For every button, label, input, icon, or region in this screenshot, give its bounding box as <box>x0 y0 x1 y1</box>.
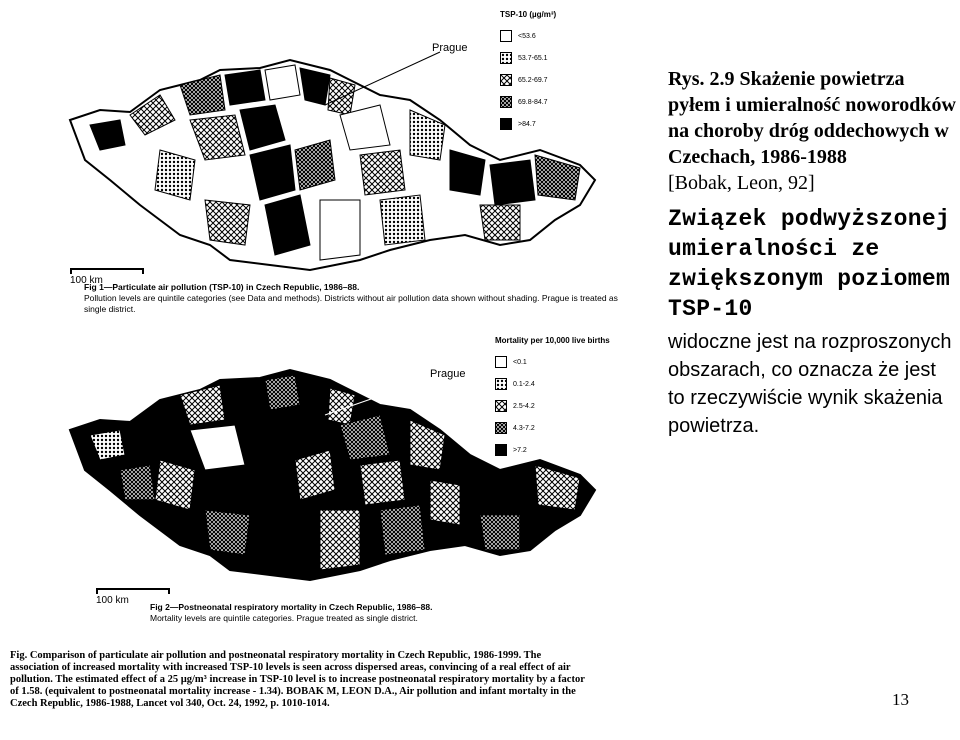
legend-row <box>495 351 610 373</box>
legend-row <box>500 47 556 69</box>
legend-label: <0.1 <box>513 358 527 366</box>
legend-swatch <box>500 74 512 86</box>
scale-label: 100 km <box>70 275 103 286</box>
legend-row <box>495 373 610 395</box>
legend-row <box>500 69 556 91</box>
figure2-caption-note: Mortality levels are quintile categories. Prague treated as single district. <box>150 613 418 623</box>
legend-swatch <box>495 378 507 390</box>
legend-swatch <box>500 118 512 130</box>
figure1-caption-title: Fig 1—Particulate air pollution (TSP-10) in Czech Republic, 1986–88. <box>84 282 360 292</box>
legend-row <box>495 417 610 439</box>
legend-label: 65.2-69.7 <box>518 76 548 84</box>
legend-row <box>495 395 610 417</box>
prague-label-2: Prague <box>430 368 466 380</box>
figure1-caption <box>84 282 624 315</box>
scale-label: 100 km <box>96 595 129 606</box>
legend-row <box>500 113 556 135</box>
slide-headline: Związek podwyższonej umieralności ze zwiększonym poziomem TSP-10 <box>668 206 951 322</box>
legend-label: 0.1-2.4 <box>513 380 535 388</box>
scale-bar-line <box>70 268 144 274</box>
legend-label: 4.3-7.2 <box>513 424 535 432</box>
legend-swatch <box>495 444 507 456</box>
slide-text-column <box>668 66 958 440</box>
tsp10-legend <box>500 10 556 135</box>
figure2-caption <box>150 602 590 624</box>
legend-row <box>495 439 610 461</box>
scale-bar-line <box>96 588 170 594</box>
page-number: 13 <box>892 690 909 709</box>
legend-swatch <box>495 422 507 434</box>
legend-label: 69.8-84.7 <box>518 98 548 106</box>
legend-row <box>500 25 556 47</box>
mortality-legend <box>495 336 610 461</box>
legend-label: 2.5-4.2 <box>513 402 535 410</box>
legend-swatch <box>495 356 507 368</box>
legend-label: >84.7 <box>518 120 536 128</box>
legend-row <box>500 91 556 113</box>
prague-label-1: Prague <box>432 42 468 54</box>
legend-label: >7.2 <box>513 446 527 454</box>
legend-label: <53.6 <box>518 32 536 40</box>
figure2-caption-title: Fig 2—Postneonatal respiratory mortality in Czech Republic, 1986–88. <box>150 602 433 612</box>
legend-swatch <box>500 52 512 64</box>
slide-title: Rys. 2.9 Skażenie powietrza pyłem i umieralność noworodków na choroby dróg oddechowych w Czechach, 1986-1988 <box>668 68 956 168</box>
slide-body: widoczne jest na rozproszonych obszarach, co oznacza że jest to rzeczywiście wynik skażenia powietrza. <box>668 331 952 437</box>
slide-source: [Bobak, Leon, 92] <box>668 172 815 194</box>
comparison-caption: Fig. Comparison of particulate air pollution and postneonatal respiratory mortality in Czech Republic, 1986-1999. The association of increased mortality with increased TSP-10 levels is seen across dispersed areas, convincing of a real effect of air pollution. The estimated effect of a 25 µg/m³ increase in TSP-10 level is to increase postneonatal respiratory mortality by a factor of 1.58. (equivalent to postneonatal mortality increase - 1.34). BOBAK M, LEON D.A., Air pollution and infant mortalty in the Czech Republic, 1986-1988, Lancet vol 340, Oct. 24, 1992, p. 1010-1014. <box>10 650 585 709</box>
legend-swatch <box>495 400 507 412</box>
legend-swatch <box>500 30 512 42</box>
legend-swatch <box>500 96 512 108</box>
figure1-caption-note: Pollution levels are quintile categories (see Data and methods). Districts without air pollution data shown without shading. Prague is treated as single district. <box>84 293 618 314</box>
legend-label: 53.7-65.1 <box>518 54 548 62</box>
tsp10-legend-title: TSP-10 (µg/m³) <box>500 10 557 19</box>
mortality-legend-title: Mortality per 10,000 live births <box>495 336 610 345</box>
